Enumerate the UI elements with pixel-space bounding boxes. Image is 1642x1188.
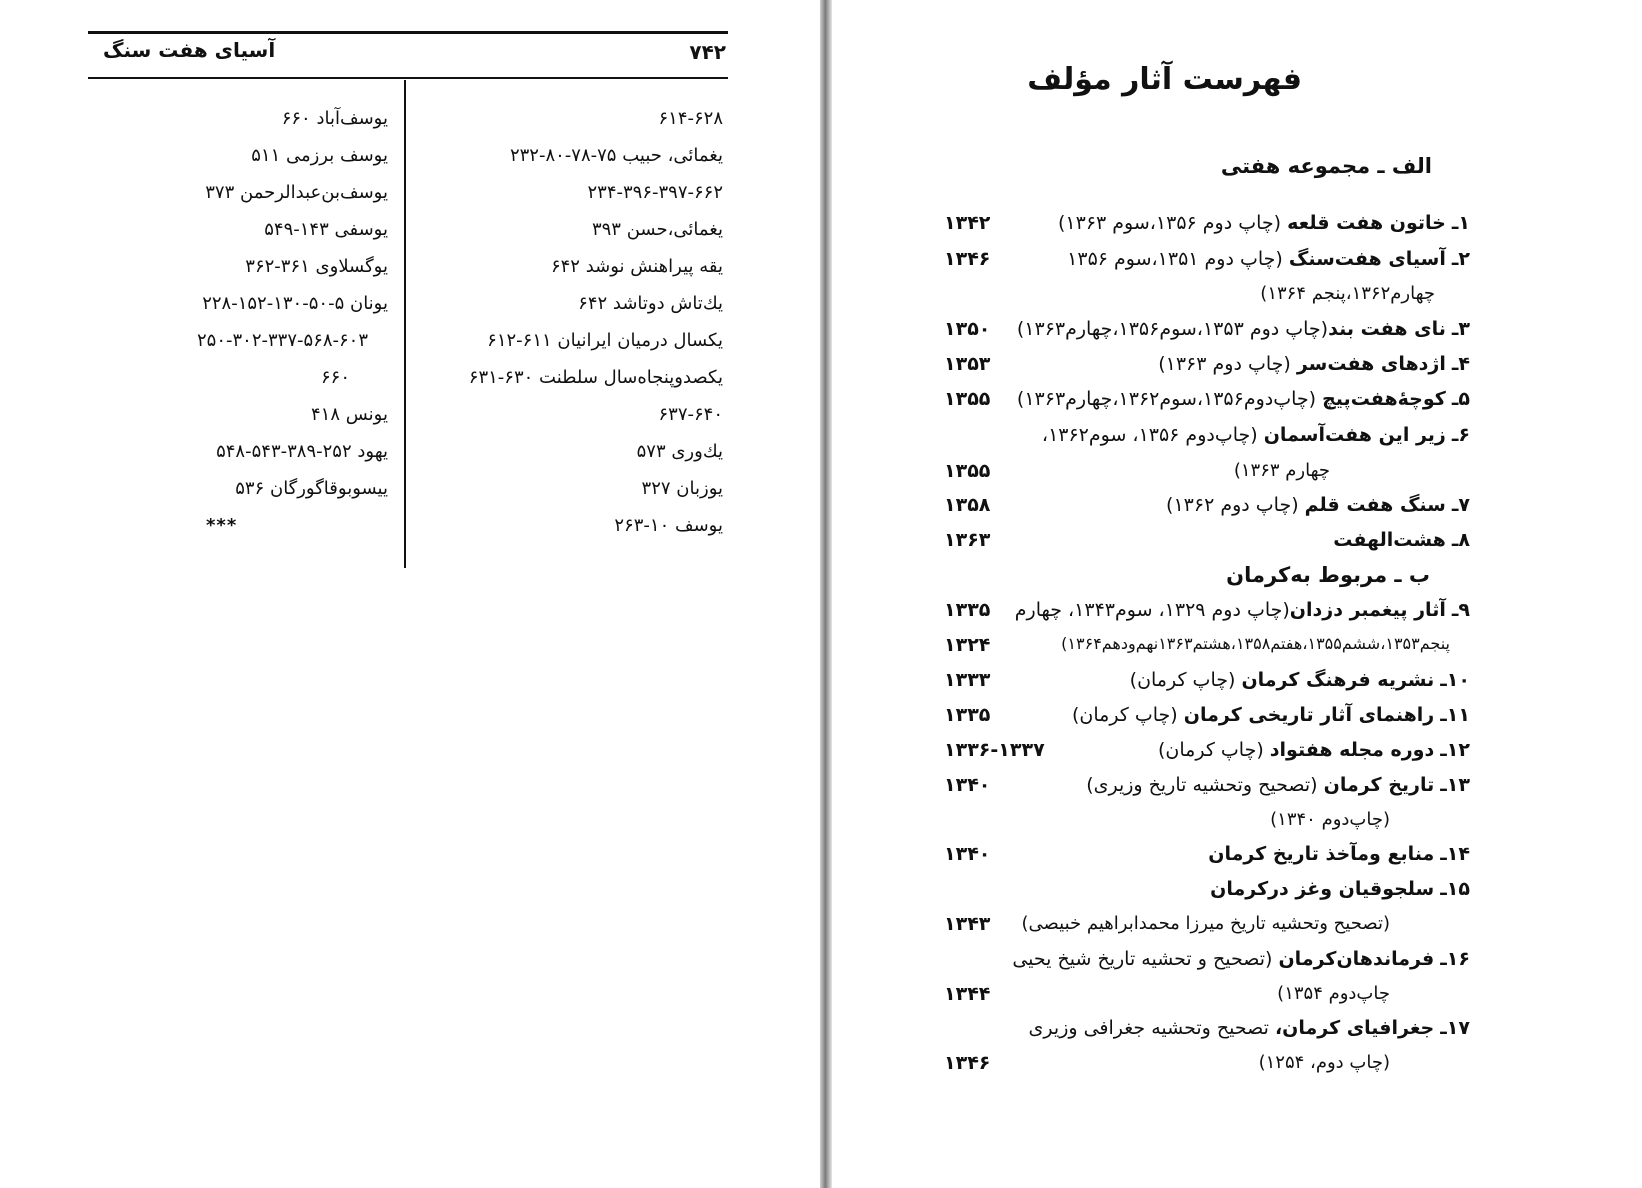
- entry-year: ۱۳۴۶: [944, 1052, 991, 1074]
- entry-year: ۱۳۴۳: [944, 913, 991, 935]
- index-entry: یغمائی،حسن ۳۹۳: [591, 219, 723, 240]
- right-page: [832, 0, 1642, 1188]
- index-entry: یوسف‌آباد ۶۶۰: [281, 108, 388, 129]
- end-mark: ***: [206, 515, 238, 536]
- index-entry: یوسف‌بن‌عبدالرحمن ۳۷۳: [205, 182, 388, 203]
- page-number: ۷۴۲: [689, 40, 726, 64]
- entry-continuation: چهارم۱۳۶۲،پنجم ۱۳۶۴): [1260, 283, 1435, 304]
- entry-year: ۱۳۴۴: [944, 983, 991, 1005]
- entry-year: ۱۳۴۶: [944, 248, 991, 270]
- index-entry: یغمائی، حبیب ۷۵-۷۸-۸۰-۲۳۲: [509, 145, 723, 166]
- toc-entry: ۶ـ زیر این هفت‌آسمان (چاپ‌دوم ۱۳۵۶، سوم۱۳۶۲،: [1041, 424, 1470, 446]
- toc-entry: ۱۰ـ نشریه فرهنگ کرمان (چاپ کرمان): [1129, 669, 1470, 691]
- toc-entry: ۱۶ـ فرماندهان‌کرمان (تصحیح و تحشیه تاریخ شیخ یحیی: [1012, 948, 1470, 970]
- index-entry: ۶۳۷-۶۴۰: [658, 404, 723, 425]
- index-entry: یك‌تاش دوتاشد ۶۴۲: [578, 293, 723, 314]
- entry-year: ۱۳۵۰: [944, 318, 991, 340]
- entry-year: ۱۳۳۶-۱۳۳۷: [944, 739, 1045, 761]
- section-heading-a: الف ـ مجموعه هفتی: [1220, 154, 1432, 178]
- index-entry: یقه پیراهنش نوشد ۶۴۲: [550, 256, 723, 277]
- column-divider: [404, 80, 406, 568]
- entry-continuation: (چاپ‌دوم ۱۳۴۰): [1270, 809, 1390, 830]
- entry-continuation: چهارم ۱۳۶۳): [1233, 460, 1330, 481]
- entry-year: ۱۳۴۰: [944, 843, 991, 865]
- toc-entry: ۷ـ سنگ هفت قلم (چاپ دوم ۱۳۶۲): [1166, 494, 1470, 516]
- toc-entry: ۵ـ کوچهٔ‌هفت‌پیچ (چاپ‌دوم۱۳۵۶،سوم۱۳۶۲،چهارم۱۳۶۳): [1016, 388, 1470, 410]
- book-spine: [820, 0, 832, 1188]
- entry-year: ۱۳۴۰: [944, 774, 991, 796]
- entry-continuation: پنجم۱۳۵۳،ششم۱۳۵۵،هفتم۱۳۵۸،هشتم۱۳۶۳نهم‌ودهم۱۳۶۴): [1061, 634, 1450, 653]
- index-entry: یوسف ۱۰-۲۶۳: [614, 515, 723, 536]
- index-entry: ۲۵۰-۳۰۲-۳۳۷-۵۶۸-۶۰۳: [197, 330, 368, 351]
- toc-entry: ۳ـ نای هفت بند(چاپ دوم ۱۳۵۳،سوم۱۳۵۶،چهارم۱۳۶۳): [1016, 318, 1470, 340]
- toc-entry: ۱۳ـ تاریخ کرمان (تصحیح وتحشیه تاریخ وزیری): [1086, 774, 1470, 796]
- entry-year: ۱۳۳۵: [944, 599, 991, 621]
- entry-year: ۱۳۵۸: [944, 494, 991, 516]
- index-entry: یوسفی ۱۴۳-۵۴۹: [264, 219, 388, 240]
- toc-entry: ۴ـ اژدهای هفت‌سر (چاپ دوم ۱۳۶۳): [1158, 353, 1470, 375]
- index-entry: ۲۳۴-۳۹۶-۳۹۷-۶۶۲: [587, 182, 723, 203]
- index-entry: ۶۶۰: [320, 367, 350, 388]
- index-entry: یك‌وری ۵۷۳: [636, 441, 723, 462]
- entry-year: ۱۳۵۵: [944, 388, 991, 410]
- entry-year: ۱۳۳۳: [944, 669, 991, 691]
- toc-entry: ۱۵ـ سلجوقیان وغز درکرمان: [1210, 878, 1470, 900]
- index-entry: یکصدوپنجاه‌سال سلطنت ۶۳۰-۶۳۱: [468, 367, 723, 388]
- page-title: فهرست آثار مؤلف: [1027, 62, 1302, 97]
- index-entry: یوسف برزمی ۵۱۱: [251, 145, 388, 166]
- index-entry: یوزبان ۳۲۷: [641, 478, 723, 499]
- index-entry: یکسال درمیان ایرانیان ۶۱۱-۶۱۲: [487, 330, 723, 351]
- index-entry: یونس ۴۱۸: [310, 404, 388, 425]
- entry-year: ۱۳۵۵: [944, 460, 991, 482]
- left-page: [0, 0, 820, 1188]
- index-entry: ۶۱۴-۶۲۸: [658, 108, 723, 129]
- toc-entry: ۹ـ آثار پیغمبر دزدان(چاپ دوم ۱۳۲۹، سوم۱۳۴۳، چهارم: [1014, 599, 1470, 621]
- running-title: آسیای هفت سنگ: [103, 38, 276, 62]
- header-rule-bottom: [88, 77, 728, 79]
- entry-year: ۱۳۵۳: [944, 353, 991, 375]
- entry-year: ۱۳۲۴: [944, 634, 991, 656]
- toc-entry: ۸ـ هشت‌الهفت: [1333, 529, 1470, 551]
- entry-continuation: (تصحیح وتحشیه تاریخ میرزا محمدابراهیم خبیصی): [1021, 913, 1390, 934]
- toc-entry: ۱۲ـ دوره مجله هفتواد (چاپ کرمان): [1158, 739, 1470, 761]
- entry-continuation: (چاپ دوم، ۱۲۵۴): [1258, 1052, 1390, 1073]
- header-rule-top: [88, 31, 728, 34]
- index-entry: یونان ۵-۵۰-۱۳۰-۱۵۲-۲۲۸: [202, 293, 388, 314]
- toc-entry: ۱۷ـ جغرافیای کرمان، تصحیح وتحشیه جغرافی وزیری: [1028, 1017, 1470, 1039]
- index-entry: یهود ۲۵۲-۳۸۹-۵۴۳-۵۴۸: [216, 441, 388, 462]
- entry-year: ۱۳۴۲: [944, 212, 991, 234]
- toc-entry: ۲ـ آسیای هفت‌سنگ (چاپ دوم ۱۳۵۱،سوم ۱۳۵۶: [1067, 248, 1470, 270]
- section-heading-b: ب ـ مربوط به‌کرمان: [1226, 563, 1430, 587]
- entry-year: ۱۳۶۳: [944, 529, 991, 551]
- toc-entry: ۱۱ـ راهنمای آثار تاریخی کرمان (چاپ کرمان): [1071, 704, 1470, 726]
- toc-entry: ۱۴ـ منابع ومآخذ تاریخ کرمان: [1208, 843, 1470, 865]
- index-entry: یوگسلاوی ۳۶۱-۳۶۲: [245, 256, 388, 277]
- index-entry: ییسوبوقاگورگان ۵۳۶: [235, 478, 388, 499]
- toc-entry: ۱ـ خاتون هفت قلعه (چاپ دوم ۱۳۵۶،سوم ۱۳۶۳): [1058, 212, 1470, 234]
- entry-year: ۱۳۳۵: [944, 704, 991, 726]
- entry-continuation: چاپ‌دوم ۱۳۵۴): [1277, 983, 1390, 1004]
